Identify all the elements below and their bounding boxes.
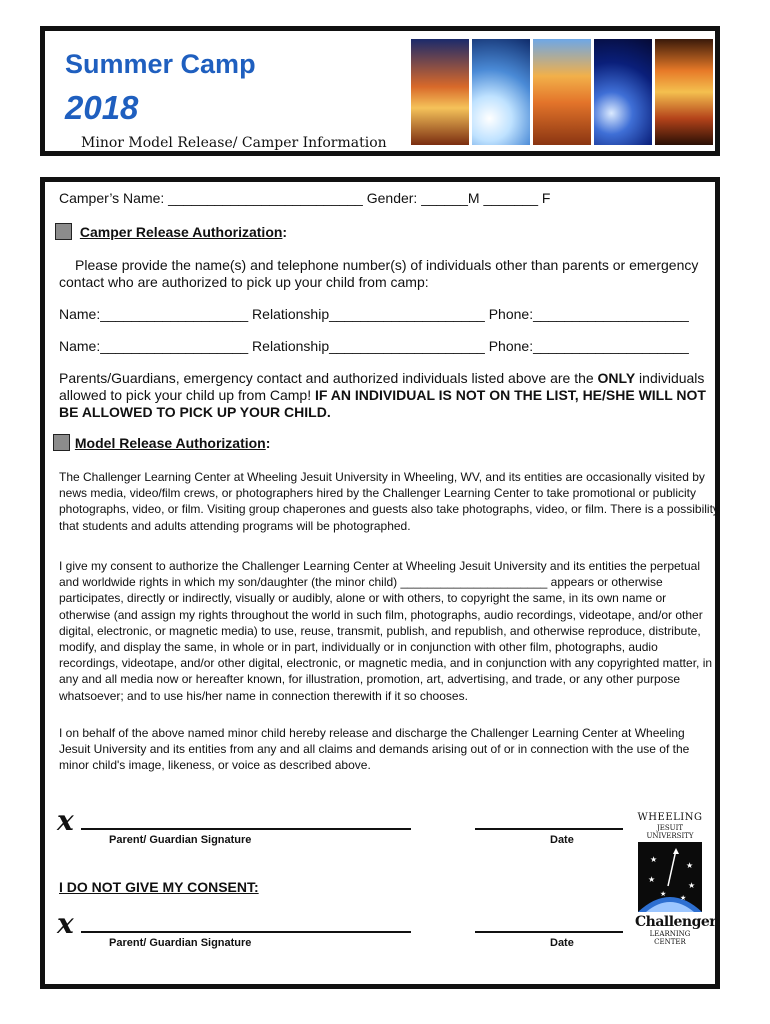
camper-release-heading: Camper Release Authorization: (55, 223, 287, 240)
no-consent-heading: I DO NOT GIVE MY CONSENT: (59, 879, 259, 895)
guardian-signature-line-1[interactable] (81, 828, 411, 830)
pickup-row-2[interactable]: Name:___________________ Relationship____________________ Phone:____________________ (59, 338, 689, 354)
space-panel-sun (533, 39, 591, 145)
model-release-heading-label: Model Release Authorization (74, 435, 266, 451)
svg-text:★: ★ (680, 895, 687, 902)
guardian-signature-line-2[interactable] (81, 931, 411, 933)
signature-mark-1: x (57, 804, 74, 837)
space-panel-planet-blue (472, 39, 530, 145)
notice-text-b: individuals allowed to pick your child up from Camp! (59, 370, 705, 403)
model-release-para-1: The Challenger Learning Center at Wheeling Jesuit University in Wheeling, WV, and its entities are occasionally visited by news media, video/film crews, or photographers hired by the Challenger Learning Center to take promotional or publicity photographs, video, or film. Visiting group chaperones and guests also take photographs, video, or film. There is a possibility that students and adults attending programs will be photographed. (59, 470, 719, 533)
notice-only: ONLY (597, 370, 636, 386)
logo-learning-center: LEARNING CENTER (649, 930, 691, 946)
svg-text:★: ★ (650, 855, 658, 864)
title-summer-camp: Summer Camp (65, 49, 256, 79)
model-release-checkbox[interactable] (53, 434, 70, 451)
date-label-2: Date (550, 937, 574, 949)
svg-text:★: ★ (648, 875, 656, 884)
date-line-2[interactable] (475, 931, 623, 933)
model-release-para-2: I give my consent to authorize the Challenger Learning Center at Wheeling Jesuit University and its entities the perpetual and worldwide rights in which my son/daughter (the minor child) ______________________ appears or otherwise participates, directly or indirectly, visually or audibly, alone or with others, to copyright the same, in its own name or otherwise (and assign my rights throughout the world in such film, photographs, audio recordings, videotape, and/or other digital, electronic, or magnetic media) to use, reuse, transmit, publish, and republish, and otherwise reproduce, distribute, modify, and display the same, in whole or in part, individually or in conjunction with other film, photographs, audio recordings, videotape, and/or other digital, electronic, or magnetic media, and in conjunction with any copyrighted matter, in any and all media now or hereafter known, for illustration, promotion, art, advertising, and trade, or any other purpose whatsoever; and to use his/her name in connection therewith if it so chooses. (59, 559, 713, 703)
challenger-logo (635, 812, 717, 952)
camper-release-checkbox[interactable] (55, 223, 72, 240)
shuttle-stars-icon (638, 842, 702, 912)
notice-text-a: Parents/Guardians, emergency contact and authorized individuals listed above are the (59, 370, 598, 386)
logo-jesuit-university: JESUIT UNIVERSITY (646, 824, 694, 840)
release-intro: Please provide the name(s) and telephone number(s) of individuals other than parents or emergency contact who are authorized to pick up your child from camp: (59, 257, 699, 290)
date-label-1: Date (550, 834, 574, 846)
signature-mark-2: x (57, 907, 74, 940)
svg-text:★: ★ (686, 861, 694, 870)
title-year: 2018 (65, 89, 139, 126)
svg-text:★: ★ (660, 891, 667, 898)
header-box (40, 26, 720, 156)
guardian-signature-label-1: Parent/ Guardian Signature (109, 834, 252, 846)
camper-release-heading-label: Camper Release Authorization (79, 224, 283, 240)
model-release-para-3: I on behalf of the above named minor child hereby release and discharge the Challenger Learning Center at Wheeling Jesuit University and its entities from any and all claims and demands arising out of or in connection with the use of the minor child's image, likeness, or voice as described above. (59, 726, 690, 773)
space-image-strip (411, 39, 711, 145)
space-panel-nebula (655, 39, 713, 145)
form-box (40, 177, 720, 989)
guardian-signature-label-2: Parent/ Guardian Signature (109, 937, 252, 949)
camper-name-gender-line[interactable]: Camper’s Name: _________________________ Gender: ______M _______ F (59, 190, 551, 206)
pickup-notice (59, 370, 714, 421)
subtitle: Minor Model Release/ Camper Information (81, 135, 387, 151)
logo-challenger: Challenger (635, 914, 717, 930)
space-panel-fire (411, 39, 469, 145)
svg-text:★: ★ (688, 881, 696, 890)
pickup-row-1[interactable]: Name:___________________ Relationship____________________ Phone:____________________ (59, 306, 689, 322)
model-release-heading: Model Release Authorization: (53, 434, 270, 451)
logo-wheeling: WHEELING (637, 812, 703, 823)
space-panel-deep-blue (594, 39, 652, 145)
date-line-1[interactable] (475, 828, 623, 830)
notice-bold: IF AN INDIVIDUAL IS NOT ON THE LIST, HE/SHE WILL NOT BE ALLOWED TO PICK UP YOUR CHILD. (59, 387, 706, 420)
